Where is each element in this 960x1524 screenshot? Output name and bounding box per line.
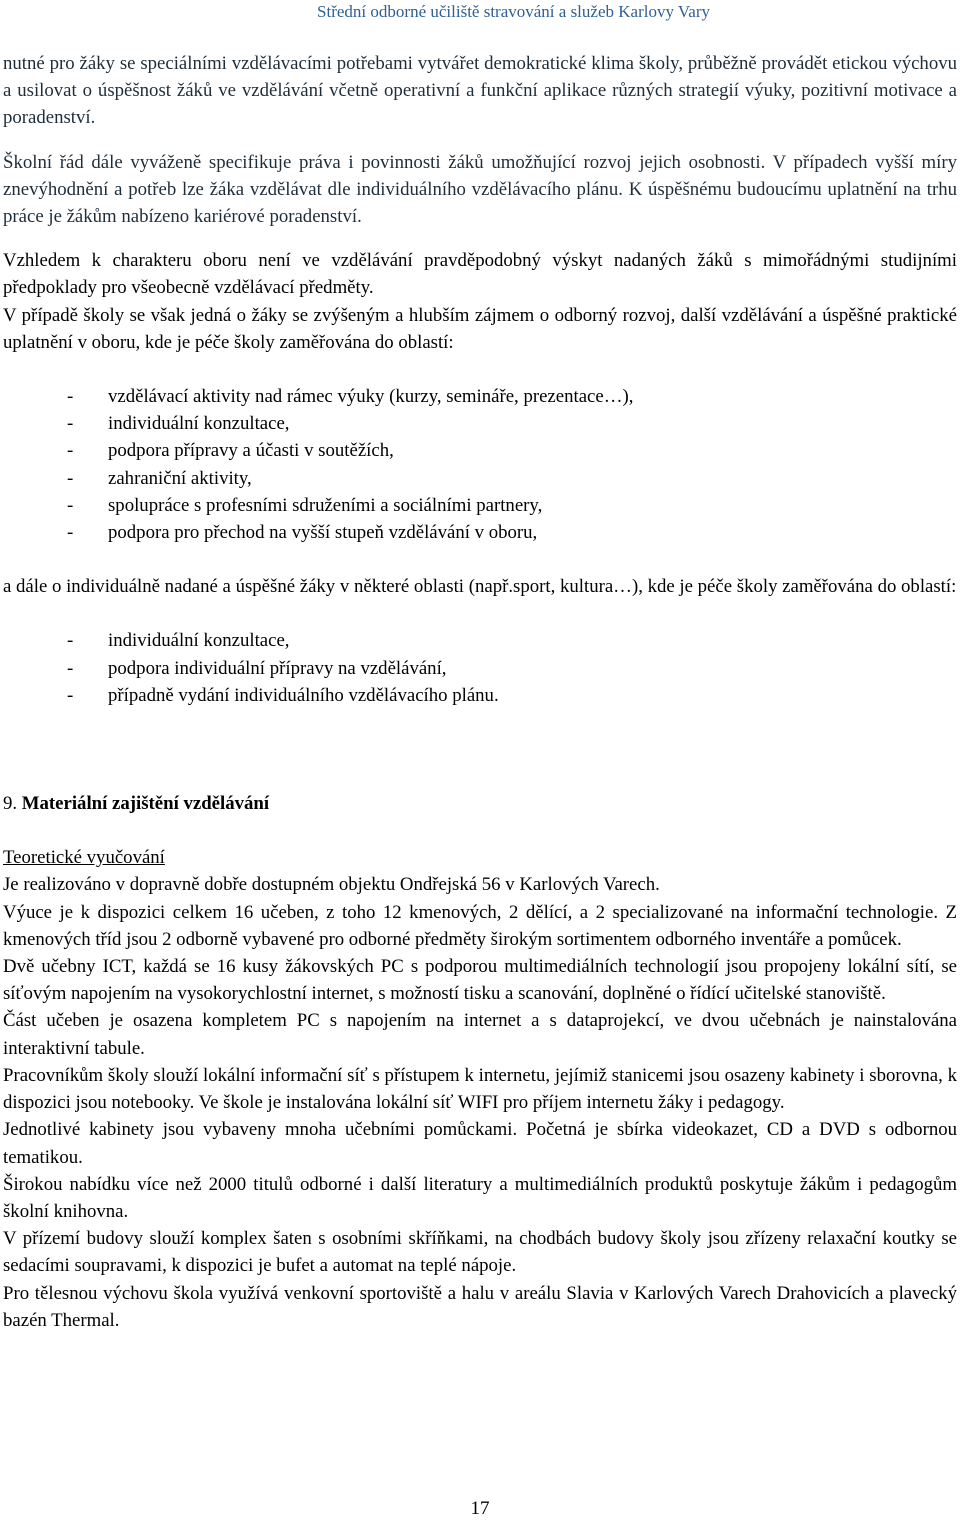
list-item: - vzdělávací aktivity nad rámec výuky (kurzy, semináře, prezentace…), — [3, 383, 957, 410]
paragraph: Jednotlivé kabinety jsou vybaveny mnoha učebními pomůckami. Početná je sbírka videokazet, CD a DVD s odbornou tematikou. — [3, 1119, 957, 1168]
paragraph: Je realizováno v dopravně dobře dostupném objektu Ondřejská 56 v Karlových Varech. — [3, 874, 660, 896]
list-item: - podpora pro přechod na vyšší stupeň vzdělávání v oboru, — [3, 519, 957, 546]
paragraph: Dvě učebny ICT, každá se 16 kusy žákovských PC s podporou multimediálních technologií jsou propojeny lokální sítí, se síťovým napojením na vysokorychlostní internet, s možností tisku a scanování, doplněné o řídící učitelské stanoviště. — [3, 956, 957, 1005]
paragraph: Širokou nabídku více než 2000 titulů odborné i další literatury a multimediálních produktů poskytuje žákům i pedagogům školní knihovna. — [3, 1173, 957, 1222]
paragraph: Vzhledem k charakteru oboru není ve vzdělávání pravděpodobný výskyt nadaných žáků s mimořádnými studijními předpoklady pro všeobecně vzdělávací předměty. — [3, 250, 957, 299]
document-body — [3, 50, 957, 1334]
page-number: 17 — [470, 1498, 490, 1519]
paragraph: Pro tělesnou výchovu škola využívá venkovní sportoviště a halu v areálu Slavia v Karlových Varech Drahovicích a plavecký bazén Thermal. — [3, 1282, 957, 1331]
list-item: - podpora individuální přípravy na vzdělávání, — [3, 655, 957, 682]
list-item: - individuální konzultace, — [3, 627, 957, 654]
paragraph: nutné pro žáky se speciálními vzdělávacími potřebami vytvářet demokratické klima školy, průběžně provádět etickou výchovu a usilovat o úspěšnost žáků ve vzdělávání včetně operativní a funkční aplikace různých strategií výuky, pozitivní motivace a poradenství. — [3, 53, 957, 129]
paragraph: Pracovníkům školy slouží lokální informační síť s přístupem k internetu, jejímiž stanicemi jsou osazeny kabinety i sborovna, k dispozici jsou notebooky. Ve škole je instalována lokální síť WIFI pro příjem internetu žáky i pedagogy. — [3, 1064, 957, 1114]
paragraph: Výuce je k dispozici celkem 16 učeben, z toho 12 kmenových, 2 dělící, a 2 specializované na informační technologie. Z kmenových tříd jsou 2 odborně vybavené pro odborné předměty širokým sortimentem odborného inventáře a pomůcek. — [3, 901, 957, 950]
paragraph: Školní řád dále vyváženě specifikuje práva i povinnosti žáků umožňující rozvoj jejich osobnosti. V případech vyšší míry znevýhodnění a potřeb lze žáka vzdělávat dle individuálního vzdělávacího plánu. K úspěšnému budoucímu uplatnění na trhu práce je žákům nabízeno kariérové poradenství. — [3, 151, 957, 228]
list-gifted-support — [3, 627, 957, 709]
list-item: - spolupráce s profesními sdruženími a sociálními partnery, — [3, 492, 957, 519]
paragraph: V přízemí budovy slouží komplex šaten s osobními skříňkami, na chodbách budovy školy jsou zřízeny relaxační koutky se sedacími soupravami, k dispozici je bufet a automat na teplé nápoje. — [3, 1228, 957, 1277]
paragraph: a dále o individuálně nadané a úspěšné žáky v některé oblasti (např.sport, kultura…), kde je péče školy zaměřována do oblastí: — [3, 576, 957, 598]
list-item: - zahraniční aktivity, — [3, 465, 957, 492]
list-focus-areas — [3, 383, 957, 546]
page-header: Střední odborné učiliště stravování a služeb Karlovy Vary — [317, 2, 710, 21]
list-item: - individuální konzultace, — [3, 410, 957, 437]
list-item: - případně vydání individuálního vzdělávacího plánu. — [3, 682, 957, 709]
list-item: - podpora přípravy a účasti v soutěžích, — [3, 437, 957, 464]
section-number: 9. — [3, 793, 18, 815]
subsection-heading: Teoretické vyučování — [3, 847, 165, 869]
paragraph: V případě školy se však jedná o žáky se zvýšeným a hlubším zájmem o odborný rozvoj, další vzdělávání a úspěšné praktické uplatnění v oboru, kde je péče školy zaměřována do oblastí: — [3, 304, 957, 353]
section-title: Materiální zajištění vzdělávání — [21, 793, 270, 815]
section-heading — [3, 790, 957, 817]
paragraph: Část učeben je osazena kompletem PC s napojením na internet a s dataprojekcí, ve dvou učebnách je nainstalována interaktivní tabule. — [3, 1010, 957, 1059]
